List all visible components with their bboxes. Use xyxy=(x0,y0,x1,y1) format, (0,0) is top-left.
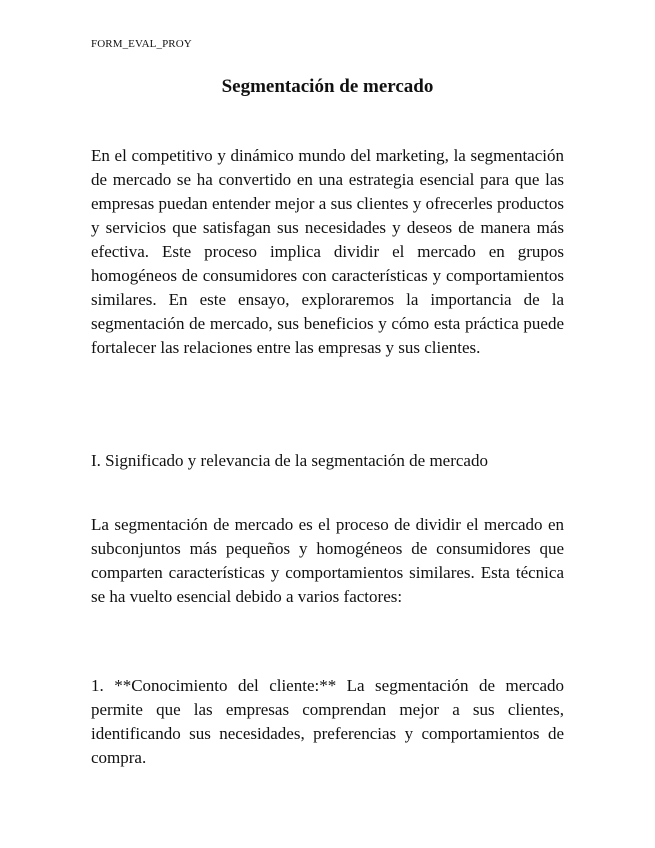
form-code-header: FORM_EVAL_PROY xyxy=(91,38,192,50)
intro-paragraph: En el competitivo y dinámico mundo del marketing, la segmentación de mercado se ha convertido en una estrategia esencial para que las empresas puedan entender mejor a sus clientes y ofrecerles productos y servicios que satisfagan sus necesidades y deseos de manera más efectiva. Este proceso implica dividir el mercado en grupos homogéneos de consumidores con características y comportamientos similares. En este ensayo, exploraremos la importancia de la segmentación de mercado, sus beneficios y cómo esta práctica puede fortalecer las relaciones entre las empresas y sus clientes. xyxy=(91,146,564,357)
section-heading: I. Significado y relevancia de la segmentación de mercado xyxy=(91,451,488,470)
definition-paragraph: La segmentación de mercado es el proceso de dividir el mercado en subconjuntos más pequeños y homogéneos de consumidores que comparten características y comportamientos similares. Esta técnica se ha vuelto esencial debido a varios factores: xyxy=(91,515,564,606)
document-title: Segmentación de mercado xyxy=(221,76,434,97)
list-item-1: 1. **Conocimiento del cliente:** La segmentación de mercado permite que las empresas comprendan mejor a sus clientes, identificando sus necesidades, preferencias y comportamientos de compra. xyxy=(91,676,564,767)
